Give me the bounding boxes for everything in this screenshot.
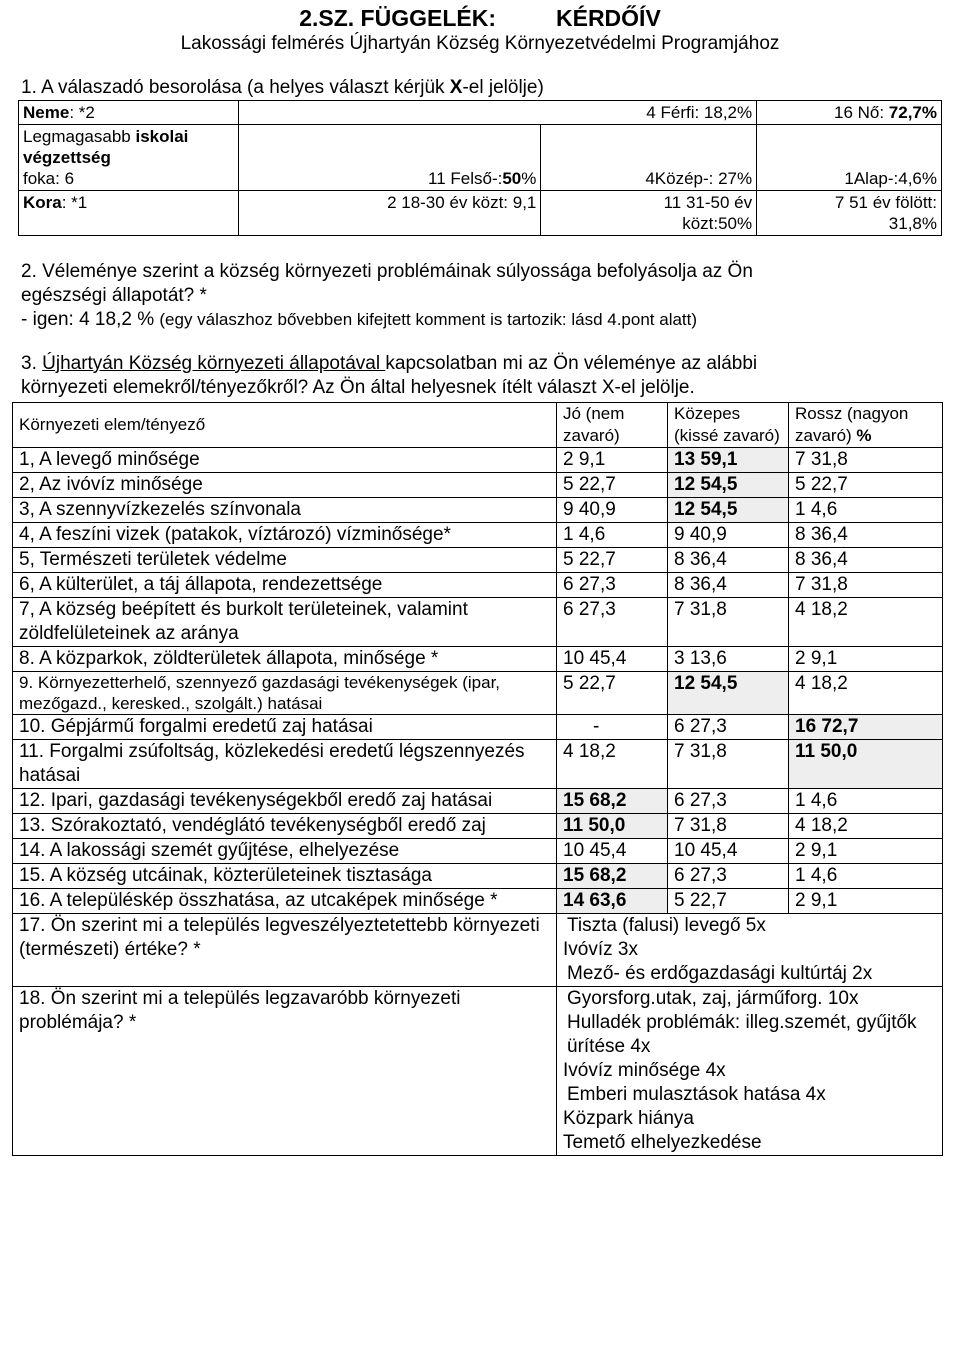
header-bad: Rossz (nagyon zavaró) %	[789, 403, 943, 448]
header-medium: Közepes (kissé zavaró)	[668, 403, 789, 448]
table-row: 2, Az ivóvíz minősége 5 22,7 12 54,5 5 22,7	[13, 473, 943, 498]
table-row: 8. A közparkok, zöldterületek állapota, minősége * 10 45,4 3 13,6 2 9,1	[13, 647, 943, 672]
table-row: 15. A község utcáinak, közterületeinek tisztasága 15 68,2 6 27,3 1 4,6	[13, 864, 943, 889]
secondary-education: 4Közép-: 27%	[541, 125, 757, 191]
question-2: 2. Véleménye szerint a község környezeti problémáinak súlyossága befolyásolja az Ön egészségi állapotát? * - igen: 4 18,2 % (egy válaszhoz bővebben kifejtett komment is tartozik: lásd 4.pont alatt)	[21, 261, 753, 330]
table-row: 11. Forgalmi zsúfoltság, közlekedési eredetű légszennyezés hatásai 4 18,2 7 31,8 11 50,0	[13, 740, 943, 789]
question-18-answers: Gyorsforg.utak, zaj, járműforg. 10x Hulladék problémák: illeg.szemét, gyűjtők ürítése 4x Ivóvíz minősége 4x Emberi mulasztások hatása 4x Közpark hiánya Temető elhelyezkedése	[557, 987, 943, 1156]
question-17-row: 17. Ön szerint mi a település legveszélyeztetettebb környezeti (természeti) értéke? * Tiszta (falusi) levegő 5x Ivóvíz 3x Mező- és erdőgazdasági kultúrtáj 2x	[13, 914, 943, 987]
question-3: 3. Újhartyán Község környezeti állapotával kapcsolatban mi az Ön véleménye az alábbi környezeti elemekről/tényezőkről? Az Ön által helyesnek ítélt választ X-el jelölje.	[21, 353, 758, 398]
table-header-row	[13, 403, 943, 448]
table-row: 14. A lakossági szemét gyűjtése, elhelyezése 10 45,4 10 45,4 2 9,1	[13, 839, 943, 864]
demographics-table	[18, 100, 942, 236]
question-18-row: 18. Ön szerint mi a település legzavaróbb környezeti problémája? * Gyorsforg.utak, zaj, járműforg. 10x Hulladék problémák: illeg.szemét, gyűjtők ürítése 4x Ivóvíz minősége 4x Emberi mulasztások hatása 4x Közpark hiánya Temető elhelyezkedése	[13, 987, 943, 1156]
age-51-plus: 7 51 év fölött: 31,8%	[757, 191, 942, 236]
table-row: 13. Szórakoztató, vendéglátó tevékenységből eredő zaj 11 50,0 7 31,8 4 18,2	[13, 814, 943, 839]
age-18-30: 2 18-30 év közt: 9,1	[238, 191, 541, 236]
age-31-50: 11 31-50 év közt:50%	[541, 191, 757, 236]
age-row: Kora: *1 2 18-30 év közt: 9,1 11 31-50 év közt:50% 7 51 év fölött: 31,8%	[19, 191, 942, 236]
title-left: 2.SZ. FÜGGELÉK:	[299, 5, 496, 31]
table-row: 12. Ipari, gazdasági tevékenységekből eredő zaj hatásai 15 68,2 6 27,3 1 4,6	[13, 789, 943, 814]
table-row: 4, A feszíni vizek (patakok, víztározó) vízminősége* 1 4,6 9 40,9 8 36,4	[13, 523, 943, 548]
male-share: 4 Férfi: 18,2%	[238, 101, 756, 125]
table-row: 16. A településkép összhatása, az utcaképek minősége * 14 63,6 5 22,7 2 9,1	[13, 889, 943, 914]
table-row: 6, A külterület, a táj állapota, rendezettsége 6 27,3 8 36,4 7 31,8	[13, 573, 943, 598]
header-elem: Környezeti elem/tényező	[13, 403, 557, 448]
primary-education: 1Alap-:4,6%	[757, 125, 942, 191]
table-row: 7, A község beépített és burkolt területeinek, valamint zöldfelületeinek az aránya 6 27,3 7 31,8 4 18,2	[13, 598, 943, 647]
page-title	[0, 4, 960, 32]
table-row: 3, A szennyvízkezelés színvonala 9 40,9 12 54,5 1 4,6	[13, 498, 943, 523]
higher-education: 11 Felső-:50%	[238, 125, 541, 191]
question-17-answers: Tiszta (falusi) levegő 5x Ivóvíz 3x Mező- és erdőgazdasági kultúrtáj 2x	[557, 914, 943, 987]
education-row: Legmagasabb iskolai végzettség foka: 6 11 Felső-:50% 4Közép-: 27% 1Alap-:4,6%	[19, 125, 942, 191]
table-row: 5, Természeti területek védelme 5 22,7 8 36,4 8 36,4	[13, 548, 943, 573]
question-1-heading: 1. A válaszadó besorolása (a helyes választ kérjük X-el jelölje)	[21, 77, 544, 98]
title-right: KÉRDŐÍV	[556, 5, 661, 31]
female-share: 16 Nő: 72,7%	[757, 101, 942, 125]
gender-row: Neme: *2 4 Férfi: 18,2% 16 Nő: 72,7%	[19, 101, 942, 125]
table-row: 9. Környezetterhelő, szennyező gazdasági tevékenységek (ipar, mezőgazd., keresked., szolgált.) hatásai 5 22,7 12 54,5 4 18,2	[13, 672, 943, 715]
table-row: 1, A levegő minősége 2 9,1 13 59,1 7 31,8	[13, 448, 943, 473]
table-row: 10. Gépjármű forgalmi eredetű zaj hatásai - 6 27,3 16 72,7	[13, 715, 943, 740]
page-subtitle: Lakossági felmérés Újhartyán Község Környezetvédelmi Programjához	[180, 33, 780, 54]
header-good: Jó (nem zavaró)	[557, 403, 668, 448]
environment-rating-table	[12, 402, 943, 1156]
